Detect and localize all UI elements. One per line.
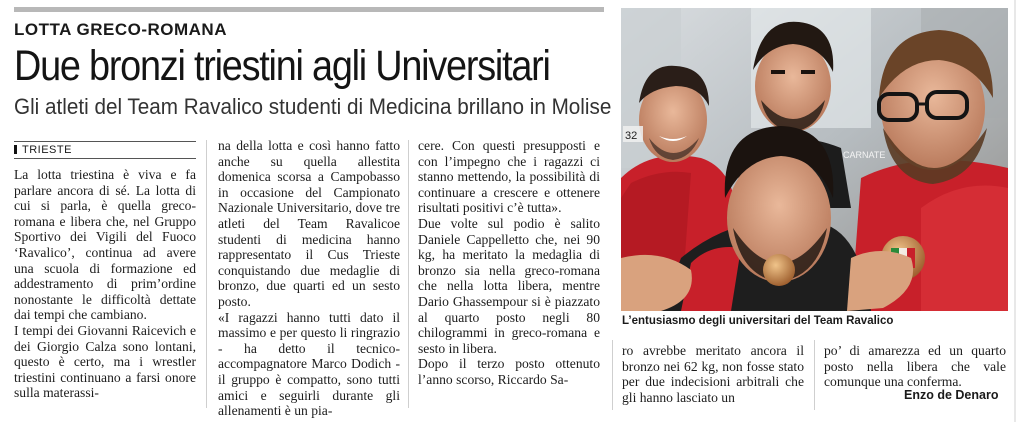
article-photo (621, 8, 1008, 311)
dateline-rule (14, 141, 196, 142)
column-divider (814, 340, 815, 410)
column-divider (408, 140, 409, 408)
section-kicker: LOTTA GRECO-ROMANA (14, 20, 227, 39)
article-column-3: cere. Con questi presupposti e con l’impegno che i ragazzi ci stanno mettendo, la possibilità di continuare a crescere e ottenere risultati positivi c’è tutta». Due volte sul podio è salito Daniele Cappelletto che, nei 90 kg, ha meritato la medaglia di bronzo sia nella greco-romana che nella lotta libera, mentre Dario Ghassempour si è piazzato al quarto posto negli 80 chilogrammi in greco-romana e sesto in libera. Dopo il terzo posto ottenuto l’anno scorso, Riccardo Sa- (418, 138, 600, 387)
dateline (14, 144, 72, 156)
section-rule (14, 7, 604, 12)
author-byline: Enzo de Denaro (904, 388, 999, 402)
shirt-text: CARNATE (843, 150, 886, 160)
photo-caption: L’entusiasmo degli universitari del Team Ravalico (622, 315, 894, 327)
dateline-text: TRIESTE (22, 144, 72, 156)
page-edge (1014, 0, 1016, 422)
article-column-5: po’ di amarezza ed un quarto posto nella libera che vale comunque una conferma. (824, 343, 1006, 390)
article-column-2: na della lotta e così hanno fatto anche su quella allestita domenica scorsa a Campobasso in occasione del Campionato Nazionale Universitario, dove tre atleti del Team Ravalicoe studenti di medicina hanno rappresentato il Cus Trieste conquistando due medaglie di bronzo, due quarti ed un sesto posto. «I ragazzi hanno tutti dato il massimo e per questo li ringrazio - ha detto il tecnico-accompagnatore Marco Dodich - il gruppo è compatto, sono tutti amici e seguirli durante gli allenamenti è un pia- (218, 138, 400, 419)
bib-number: 32 (625, 130, 638, 142)
dateline-marker (14, 145, 17, 154)
dateline-rule-bottom (14, 158, 196, 159)
column-divider (206, 140, 207, 408)
wrestlers-photo-illustration (621, 8, 1008, 311)
article-column-1: La lotta triestina è viva e fa parlare ancora di sé. La lotta di cui si parla, è quella greco-romana e libera che, nel Gruppo Sportivo dei Vigili del Fuoco ‘Ravalico’, continua ad avere una scuola di formazione ed addestramento di prim’ordine nonostante le difficoltà dettate dai tempi che cambiano. I tempi dei Giovanni Raicevich e dei Giorgio Calza sono lontani, questo è certo, ma i wrestler triestini continuano a farsi onore sulla materassi- (14, 167, 196, 401)
article-headline: Due bronzi triestini agli Universitari (14, 42, 550, 90)
article-subhead: Gli atleti del Team Ravalico studenti di Medicina brillano in Molise (14, 94, 612, 119)
column-divider (612, 340, 613, 410)
article-column-4: ro avrebbe meritato ancora il bronzo nei 62 kg, non fosse stato per due indecisioni arbitrali che gli hanno lasciato un (622, 343, 804, 405)
